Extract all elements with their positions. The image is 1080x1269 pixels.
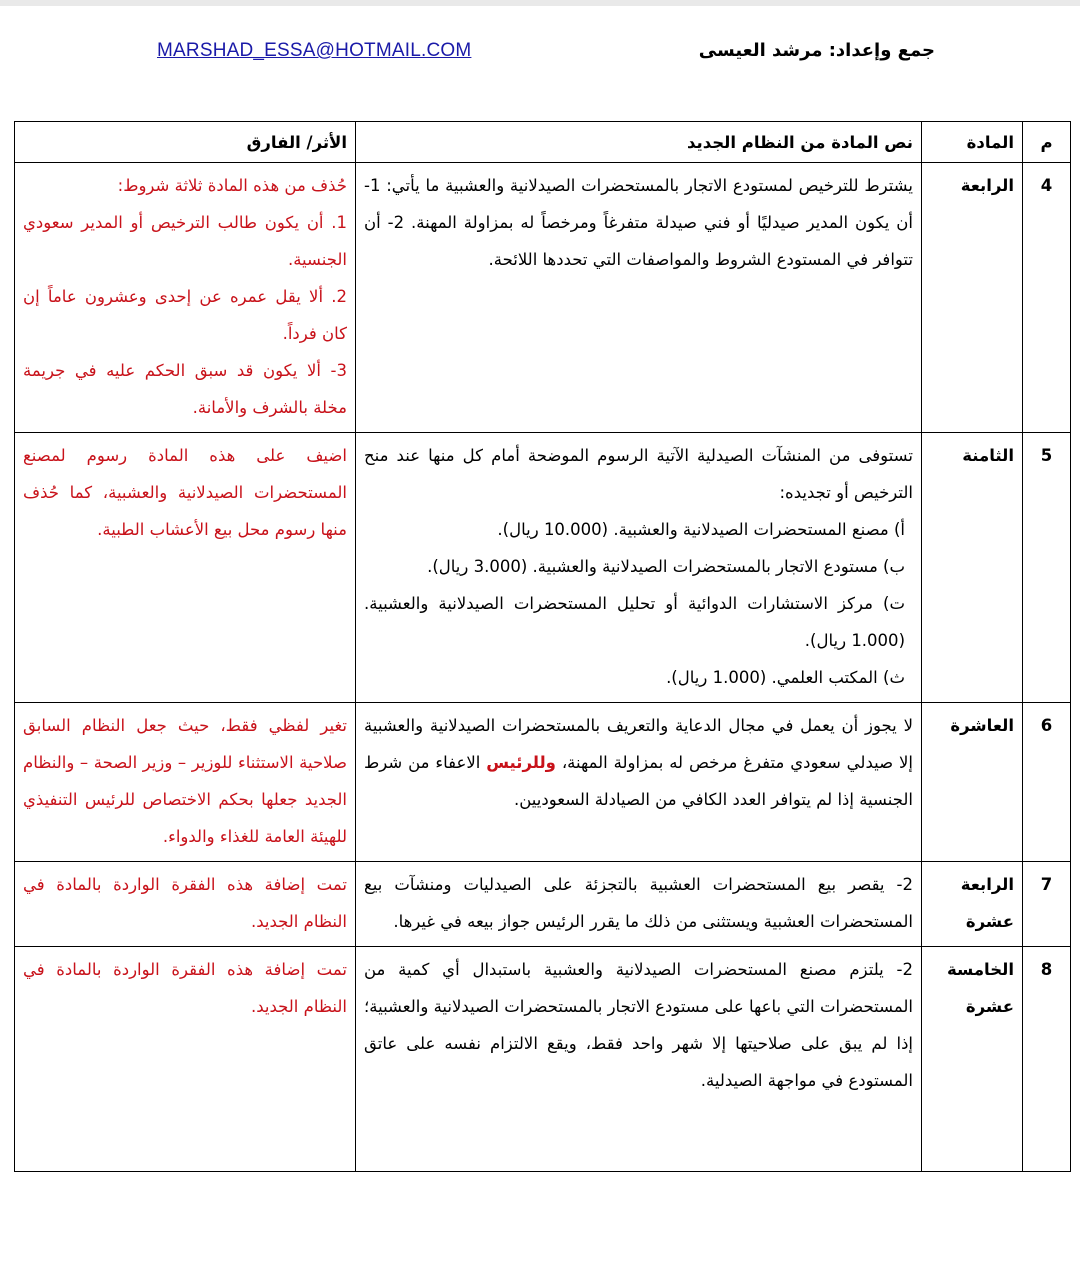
table-row: [15, 163, 1071, 433]
text-intro: تستوفى من المنشآت الصيدلية الآتية الرسوم الموضحة أمام كل منها عند منح الترخيص أو تجديده:: [364, 446, 913, 502]
table-row: [15, 703, 1071, 862]
comparison-table: [14, 121, 1071, 1172]
fee-item: ب) مستودع الاتجار بالمستحضرات الصيدلانية والعشبية. (3.000 ريال).: [427, 557, 905, 576]
table-header-row: [15, 122, 1071, 163]
row-text: 2- يلتزم مصنع المستحضرات الصيدلانية والعشبية باستبدال أي كمية من المستحضرات التي باعها على مستودع الاتجار بالمستحضرات الصيدلانية والعشبية؛ إذا لم يبق على صلاحيتها إلا شهر واحد فقط، ويقع الالتزام نفسه على عاتق المستودع في مواجهة الصيدلية.: [356, 947, 922, 1172]
row-text: [356, 703, 922, 862]
author-credit: جمع وإعداد: مرشد العيسى: [698, 40, 935, 61]
row-text: [356, 433, 922, 703]
row-effect: تمت إضافة هذه الفقرة الواردة بالمادة في النظام الجديد.: [15, 947, 356, 1172]
row-article: [922, 862, 1023, 947]
row-effect: تغير لفظي فقط، حيث جعل النظام السابق صلاحية الاستثناء للوزير – وزير الصحة – والنظام الجديد جعلها بحكم الاختصاص للرئيس التنفيذي للهيئة العامة للغذاء والدواء.: [15, 703, 356, 862]
article-line: الرابعة: [960, 875, 1014, 894]
row-number: 6: [1023, 703, 1071, 862]
row-article: الرابعة: [922, 163, 1023, 433]
row-effect: تمت إضافة هذه الفقرة الواردة بالمادة في النظام الجديد.: [15, 862, 356, 947]
row-article: العاشرة: [922, 703, 1023, 862]
header-text: نص المادة من النظام الجديد: [356, 122, 922, 163]
effect-line: 3- ألا يكون قد سبق الحكم عليه في جريمة مخلة بالشرف والأمانة.: [23, 361, 347, 417]
text-highlight: وللرئيس: [486, 753, 556, 772]
author-email: MARSHAD_ESSA@HOTMAIL.COM: [157, 40, 472, 61]
effect-line: 2. ألا يقل عمره عن إحدى وعشرون عاماً إن كان فرداً.: [23, 287, 347, 343]
effect-line: حُذف من هذه المادة ثلاثة شروط:: [117, 176, 347, 195]
article-line: عشرة: [965, 912, 1014, 931]
fee-item: ت) مركز الاستشارات الدوائية أو تحليل المستحضرات الصيدلانية والعشبية. (1.000 ريال).: [364, 594, 905, 650]
row-effect: [15, 163, 356, 433]
row-effect: اضيف على هذه المادة رسوم لمصنع المستحضرات الصيدلانية والعشبية، كما حُذف منها رسوم محل بيع الأعشاب الطبية.: [15, 433, 356, 703]
row-number: 5: [1023, 433, 1071, 703]
row-article: الثامنة: [922, 433, 1023, 703]
article-line: عشرة: [965, 997, 1014, 1016]
header-effect: الأثر/ الفارق: [15, 122, 356, 163]
header-num: م: [1023, 122, 1071, 163]
row-number: 8: [1023, 947, 1071, 1172]
fee-item: ث) المكتب العلمي. (1.000 ريال).: [666, 668, 905, 687]
text-part: لا يجوز أن يعمل في مجال الدعاية والتعريف بالمستحضرات الصيدلانية والعشبية إلا صيدلي سعودي متفرغ مرخص له بمزاولة المهنة،: [364, 716, 913, 772]
fee-item: أ) مصنع المستحضرات الصيدلانية والعشبية. (10.000 ريال).: [497, 520, 905, 539]
text-part: الاعفاء من شرط الجنسية إذا لم يتوافر العدد الكافي من الصيادلة السعوديين.: [364, 753, 913, 809]
table-row: [15, 862, 1071, 947]
row-article: [922, 947, 1023, 1172]
effect-line: 1. أن يكون طالب الترخيص أو المدير سعودي الجنسية.: [23, 213, 347, 269]
header-article: المادة: [922, 122, 1023, 163]
row-number: 4: [1023, 163, 1071, 433]
top-strip: [0, 0, 1080, 6]
table-row: [15, 947, 1071, 1172]
row-text: 2- يقصر بيع المستحضرات العشبية بالتجزئة على الصيدليات ومنشآت بيع المستحضرات العشبية ويستثنى من ذلك ما يقرر الرئيس جواز بيعه في غيرها.: [356, 862, 922, 947]
article-line: الخامسة: [947, 960, 1014, 979]
table-row: [15, 433, 1071, 703]
row-number: 7: [1023, 862, 1071, 947]
row-text: يشترط للترخيص لمستودع الاتجار بالمستحضرات الصيدلانية والعشبية ما يأتي: 1- أن يكون المدير صيدليًا أو فني صيدلة متفرغاً ومرخصاً له بمزاولة المهنة. 2- أن تتوافر في المستودع الشروط والمواصفات التي تحددها اللائحة.: [356, 163, 922, 433]
